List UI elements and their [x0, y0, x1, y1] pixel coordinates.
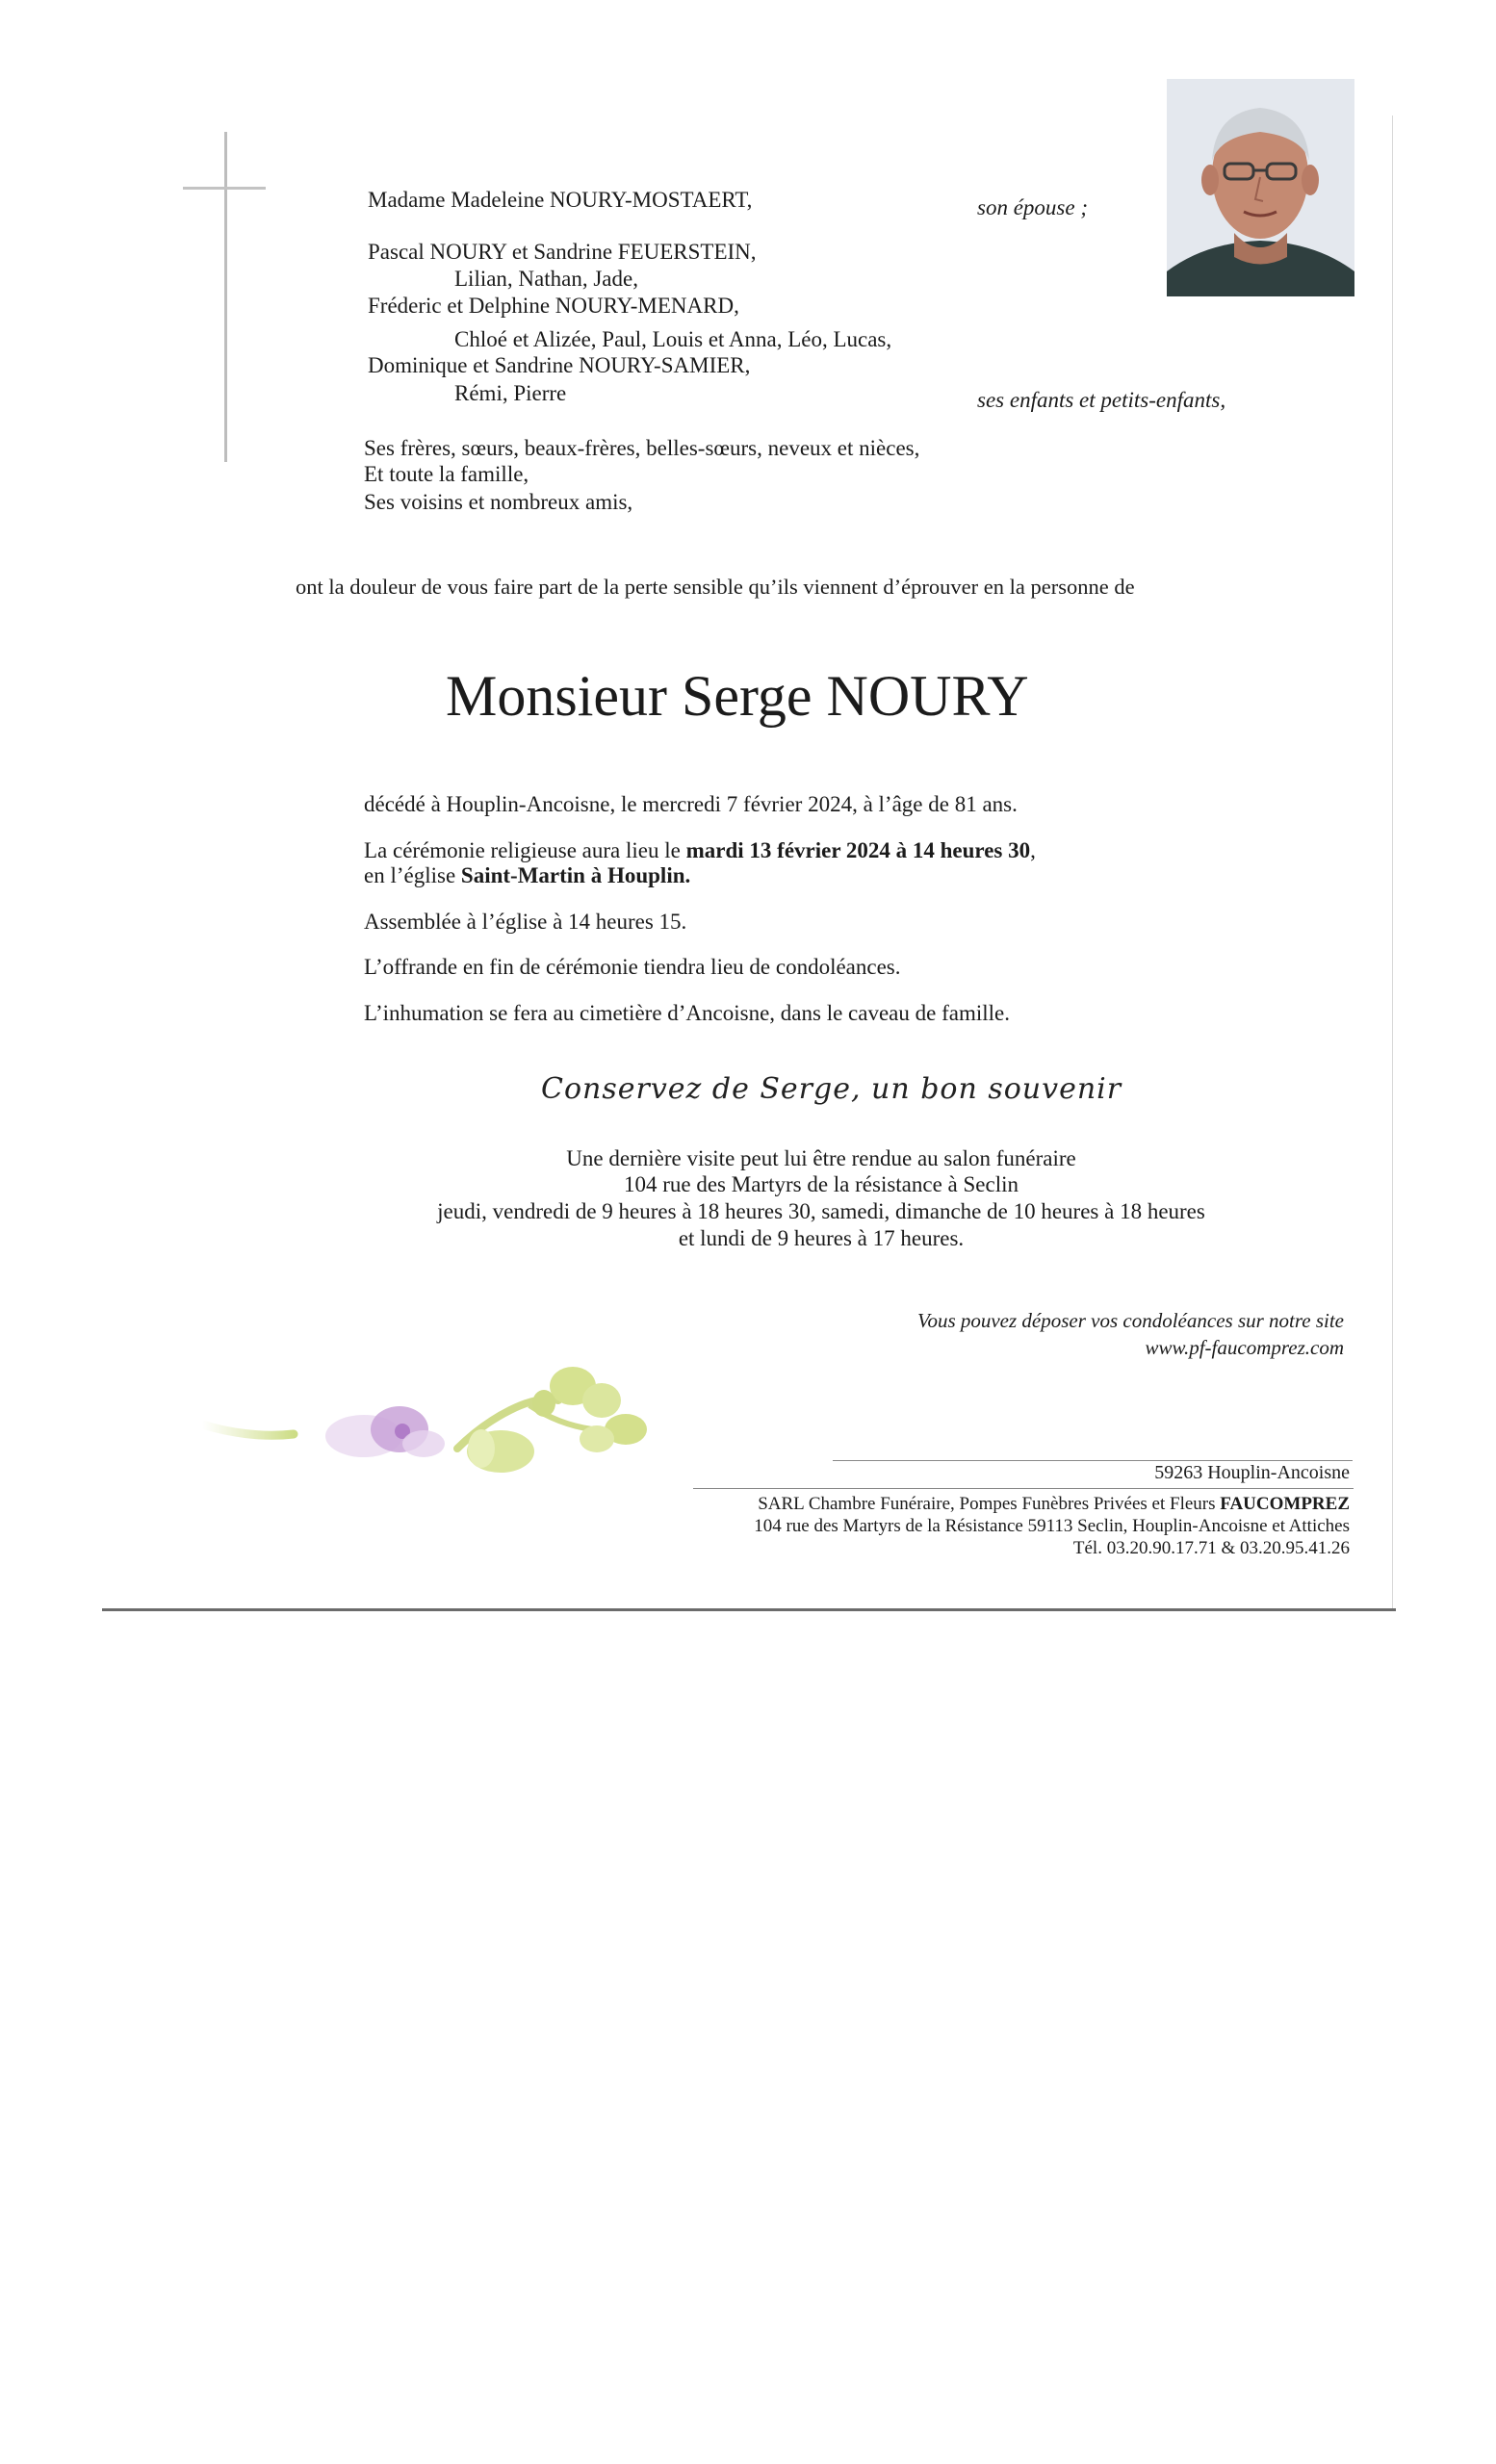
family-line: Pascal NOURY et Sandrine FEUERSTEIN,: [368, 240, 757, 264]
footer-address: 104 rue des Martyrs de la Résistance 59113 Seclin, Houplin-Ancoisne et Attiches: [754, 1516, 1350, 1536]
footer-phone: Tél. 03.20.90.17.71 & 03.20.95.41.26: [1072, 1538, 1350, 1558]
card-right-edge: [1392, 116, 1393, 1610]
footer-company: SARL Chambre Funéraire, Pompes Funèbres Privées et Fleurs FAUCOMPREZ: [758, 1494, 1350, 1514]
relatives-line: Ses frères, sœurs, beaux-frères, belles-sœurs, neveux et nièces,: [364, 436, 920, 460]
card-bottom-edge: [102, 1608, 1396, 1611]
orchid-decoration: [193, 1357, 732, 1492]
church-details: en l’église Saint-Martin à Houplin.: [364, 863, 691, 887]
relatives-line: Ses voisins et nombreux amis,: [364, 490, 633, 514]
portrait-photo: [1167, 79, 1354, 296]
children-role: ses enfants et petits-enfants,: [977, 388, 1226, 412]
death-details: décédé à Houplin-Ancoisne, le mercredi 7 février 2024, à l’âge de 81 ans.: [364, 792, 1018, 816]
family-line: Fréderic et Delphine NOURY-MENARD,: [368, 294, 739, 318]
condolences-text: Vous pouvez déposer vos condoléances sur notre site: [916, 1309, 1344, 1332]
memory-quote: Conservez de Serge, un bon souvenir: [541, 1072, 1122, 1106]
family-line: Rémi, Pierre: [454, 381, 567, 405]
family-line: Chloé et Alizée, Paul, Louis et Anna, Léo, Lucas,: [454, 327, 892, 351]
visit-line: jeudi, vendredi de 9 heures à 18 heures 30, samedi, dimanche de 10 heures à 18 heures: [437, 1199, 1205, 1223]
announcement-text: ont la douleur de vous faire part de la perte sensible qu’ils viennent d’éprouver en la personne de: [296, 575, 1135, 599]
spouse-name: Madame Madeleine NOURY-MOSTAERT,: [368, 188, 753, 212]
footer-divider: [693, 1488, 1354, 1489]
visit-line: 104 rue des Martyrs de la résistance à Seclin: [623, 1172, 1019, 1196]
family-line: Dominique et Sandrine NOURY-SAMIER,: [368, 353, 751, 377]
visit-line: Une dernière visite peut lui être rendue au salon funéraire: [566, 1146, 1076, 1170]
deceased-name: Monsieur Serge NOURY: [446, 664, 1029, 728]
footer-divider-top: [833, 1460, 1353, 1461]
family-line: Lilian, Nathan, Jade,: [454, 267, 638, 291]
assembly-details: Assemblée à l’église à 14 heures 15.: [364, 910, 687, 934]
burial-details: L’inhumation se fera au cimetière d’Ancoisne, dans le caveau de famille.: [364, 1001, 1010, 1025]
spouse-role: son épouse ;: [977, 195, 1088, 219]
offering-details: L’offrande en fin de cérémonie tiendra lieu de condoléances.: [364, 955, 901, 979]
condolences-website[interactable]: www.pf-faucomprez.com: [1145, 1336, 1344, 1359]
visit-line: et lundi de 9 heures à 17 heures.: [678, 1226, 965, 1250]
footer-location: 59263 Houplin-Ancoisne: [1154, 1462, 1350, 1483]
relatives-line: Et toute la famille,: [364, 462, 529, 486]
ceremony-details: La cérémonie religieuse aura lieu le mardi 13 février 2024 à 14 heures 30,: [364, 838, 1036, 862]
